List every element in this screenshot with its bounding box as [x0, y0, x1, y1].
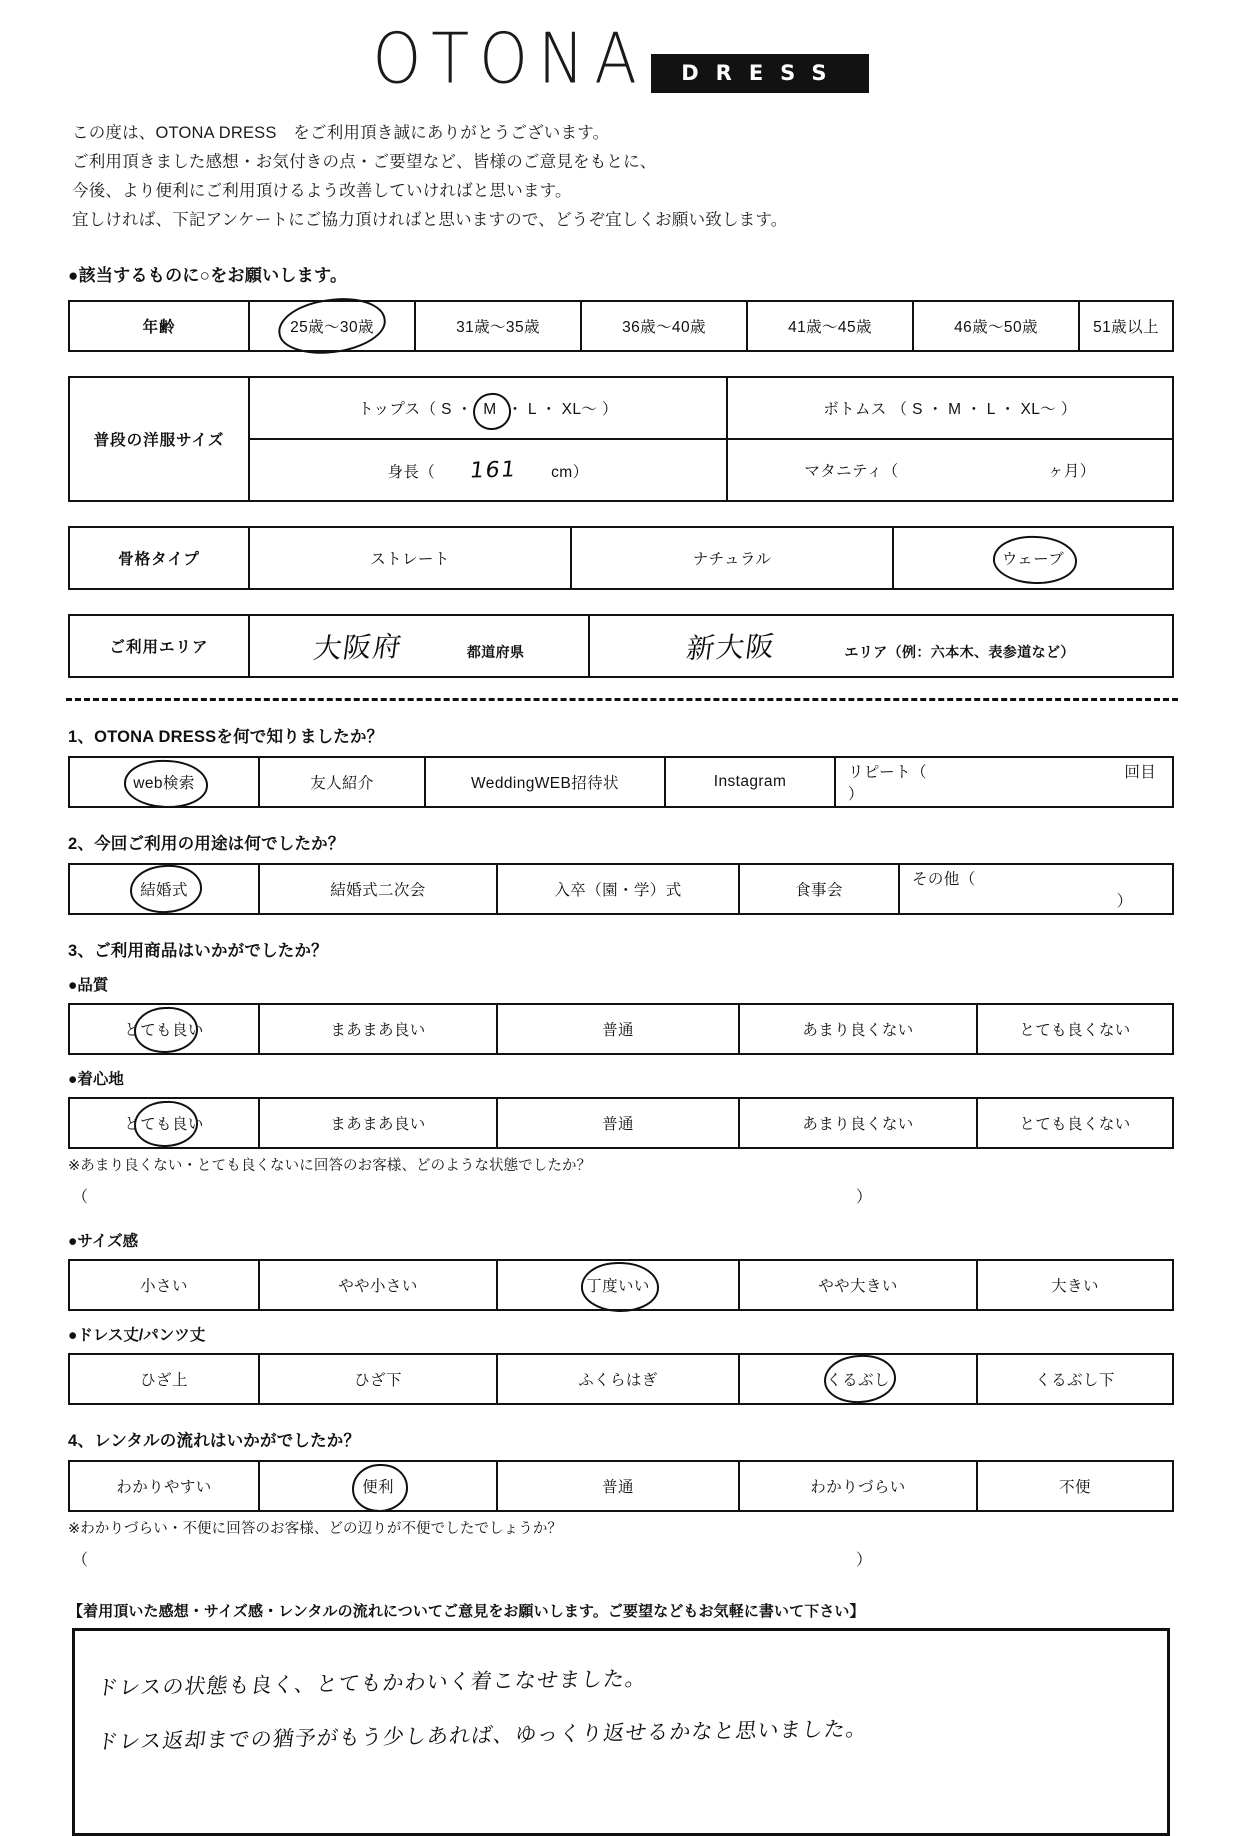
- intro-paragraph: [72, 119, 1132, 235]
- tops-size-cell[interactable]: [249, 377, 727, 439]
- size-option-2[interactable]: [497, 1260, 739, 1310]
- q3-size-table: [68, 1259, 1174, 1311]
- free-comment-box[interactable]: [72, 1628, 1170, 1836]
- height-value: 161: [468, 456, 519, 484]
- age-option-1[interactable]: 31歳〜35歳: [415, 301, 581, 351]
- q4-note: ※わかりづらい・不便に回答のお客様、どの辺りが不便でしたでしょうか？: [68, 1521, 563, 1537]
- table-row: [69, 1461, 1173, 1511]
- length-option-2[interactable]: ふくらはぎ: [497, 1354, 739, 1404]
- skeleton-label: 骨格タイプ: [69, 527, 249, 589]
- table-row: [69, 527, 1173, 589]
- q4-option-1[interactable]: [259, 1461, 497, 1511]
- comfort-option-1[interactable]: まあまあ良い: [259, 1098, 497, 1148]
- area-value: 新大阪: [684, 629, 778, 666]
- clothing-size-label: 普段の洋服サイズ: [69, 377, 249, 501]
- q4-option-0[interactable]: わかりやすい: [69, 1461, 259, 1511]
- bottoms-size-cell[interactable]: ボトムス （ S ・ M ・ L ・ XL〜 ）: [727, 377, 1173, 439]
- prefecture-value: 大阪府: [311, 629, 405, 666]
- q3-quality-label: ●品質: [68, 977, 109, 994]
- q3-comfort-answer-open: （: [72, 1189, 89, 1206]
- quality-option-1[interactable]: まあまあ良い: [259, 1004, 497, 1054]
- table-row: [69, 864, 1173, 914]
- q3-comfort-answer[interactable]: [72, 1184, 872, 1207]
- tops-prefix: トップス（ S ・: [358, 401, 473, 418]
- q3-comfort-answer-close: ）: [855, 1189, 872, 1206]
- q1-option-0[interactable]: [69, 757, 259, 807]
- age-option-5[interactable]: 51歳以上: [1079, 301, 1173, 351]
- intro-line-2: ご利用頂きました感想・お気付きの点・ご要望など、皆様のご意見をもとに、: [72, 153, 657, 171]
- length-option-3-text: くるぶし: [826, 1372, 890, 1389]
- q4-option-4[interactable]: 不便: [977, 1461, 1173, 1511]
- q3-comfort-table: [68, 1097, 1174, 1149]
- free-comment-heading: 【着用頂いた感想・サイズ感・レンタルの流れについてご意見をお願いします。ご要望などもお気軽に書いて下さい】: [68, 1603, 865, 1620]
- clothing-size-table: [68, 376, 1174, 502]
- q2-title: 2、今回ご利用の用途は何でしたか？: [68, 835, 345, 853]
- skeleton-option-2[interactable]: [893, 527, 1173, 589]
- q4-option-3[interactable]: わかりづらい: [739, 1461, 977, 1511]
- area-label: ご利用エリア: [69, 615, 249, 677]
- table-row: [69, 1260, 1173, 1310]
- q4-table: [68, 1460, 1174, 1512]
- q3-size-label: ●サイズ感: [68, 1233, 139, 1250]
- brand-logo: [0, 0, 1242, 100]
- q3-length-table: [68, 1353, 1174, 1405]
- q2-option-1[interactable]: 結婚式二次会: [259, 864, 497, 914]
- size-option-1[interactable]: やや小さい: [259, 1260, 497, 1310]
- age-option-4[interactable]: 46歳〜50歳: [913, 301, 1079, 351]
- length-option-3[interactable]: [739, 1354, 977, 1404]
- comfort-option-4[interactable]: とても良くない: [977, 1098, 1173, 1148]
- q2-option-0[interactable]: [69, 864, 259, 914]
- q2-option-0-text: 結婚式: [140, 882, 188, 899]
- maternity-cell[interactable]: [727, 439, 1173, 501]
- q3-length-label: ●ドレス丈/パンツ丈: [68, 1327, 206, 1344]
- q2-other-close: ）: [1116, 893, 1133, 910]
- skeleton-option-2-text: ウェーブ: [1001, 551, 1065, 568]
- q1-title: 1、OTONA DRESSを何で知りましたか？: [68, 728, 384, 746]
- q2-option-3[interactable]: 食事会: [739, 864, 899, 914]
- q1-table: [68, 756, 1174, 808]
- q2-other-cell[interactable]: [899, 864, 1173, 914]
- length-option-4[interactable]: くるぶし下: [977, 1354, 1173, 1404]
- area-table: [68, 614, 1174, 678]
- comfort-option-0-text: とても良い: [124, 1116, 204, 1133]
- tops-suffix: ・ L ・ XL〜 ）: [507, 401, 618, 418]
- q1-repeat-cell[interactable]: [835, 757, 1173, 807]
- q4-answer-open: （: [72, 1552, 89, 1569]
- circle-instruction: ●該当するものに○をお願いします。: [68, 266, 348, 285]
- age-table: [68, 300, 1174, 352]
- height-cell[interactable]: [249, 439, 727, 501]
- area-hint: エリア（例：六本木、表参道など）: [844, 644, 1075, 660]
- height-unit: cm）: [551, 463, 589, 481]
- table-row: [69, 1098, 1173, 1148]
- age-option-0[interactable]: [249, 301, 415, 351]
- intro-line-1: この度は、OTONA DRESS をご利用頂き誠にありがとうございます。: [72, 124, 610, 142]
- table-row: [69, 757, 1173, 807]
- prefecture-hint: 都道府県: [466, 644, 525, 660]
- quality-option-2[interactable]: 普通: [497, 1004, 739, 1054]
- q2-other-open: その他（: [912, 871, 976, 888]
- free-comment-line-2: ドレス返却までの猶予がもう少しあれば、ゆっくり返せるかなと思いました。: [95, 1716, 870, 1754]
- quality-option-4[interactable]: とても良くない: [977, 1004, 1173, 1054]
- section-divider: [66, 698, 1178, 701]
- size-option-0[interactable]: 小さい: [69, 1260, 259, 1310]
- skeleton-option-0[interactable]: ストレート: [249, 527, 571, 589]
- q1-option-1[interactable]: 友人紹介: [259, 757, 425, 807]
- area-detail-cell[interactable]: [589, 615, 1173, 677]
- comfort-option-0[interactable]: [69, 1098, 259, 1148]
- intro-line-3: 今後、より便利にご利用頂けるよう改善していければと思います。: [72, 182, 572, 200]
- age-label: 年齢: [69, 301, 249, 351]
- q4-option-2[interactable]: 普通: [497, 1461, 739, 1511]
- q1-option-3[interactable]: Instagram: [665, 757, 835, 807]
- skeleton-option-1[interactable]: ナチュラル: [571, 527, 893, 589]
- intro-line-4: 宜しければ、下記アンケートにご協力頂ければと思いますので、どうぞ宜しくお願い致します。: [72, 211, 788, 229]
- q4-option-1-text: 便利: [362, 1479, 394, 1496]
- size-option-3[interactable]: やや大きい: [739, 1260, 977, 1310]
- maternity-label: マタニティ（: [804, 463, 899, 480]
- q4-answer-close: ）: [855, 1552, 872, 1569]
- q4-answer[interactable]: [72, 1547, 872, 1570]
- table-row: [69, 1004, 1173, 1054]
- brand-name: OTONA: [372, 17, 647, 100]
- q2-table: [68, 863, 1174, 915]
- q1-repeat-close: 回目 ）: [848, 764, 1157, 803]
- tops-selected-size[interactable]: [477, 401, 502, 419]
- skeleton-type-table: [68, 526, 1174, 590]
- table-row: [69, 377, 1173, 439]
- comfort-option-3[interactable]: あまり良くない: [739, 1098, 977, 1148]
- q3-quality-table: [68, 1003, 1174, 1055]
- q3-title: 3、ご利用商品はいかがでしたか？: [68, 942, 328, 960]
- age-option-2[interactable]: 36歳〜40歳: [581, 301, 747, 351]
- length-option-0[interactable]: ひざ上: [69, 1354, 259, 1404]
- q1-option-0-text: web検索: [133, 775, 195, 792]
- size-option-4[interactable]: 大きい: [977, 1260, 1173, 1310]
- age-option-3[interactable]: 41歳〜45歳: [747, 301, 913, 351]
- q3-comfort-note: ※あまり良くない・とても良くないに回答のお客様、どのような状態でしたか？: [68, 1158, 592, 1174]
- comfort-option-2[interactable]: 普通: [497, 1098, 739, 1148]
- q4-title: 4、レンタルの流れはいかがでしたか？: [68, 1432, 361, 1450]
- prefecture-cell[interactable]: [249, 615, 589, 677]
- quality-option-0[interactable]: [69, 1004, 259, 1054]
- q2-option-2[interactable]: 入卒（園・学）式: [497, 864, 739, 914]
- brand-sub-name: DRESS: [681, 61, 844, 85]
- age-option-0-text: 25歳〜30歳: [290, 319, 374, 336]
- quality-option-0-text: とても良い: [124, 1022, 204, 1039]
- q3-comfort-label: ●着心地: [68, 1071, 124, 1088]
- table-row: [69, 615, 1173, 677]
- tops-selected-letter: M: [483, 401, 497, 418]
- maternity-unit: ヶ月）: [1047, 463, 1096, 480]
- brand-sub-bar: [651, 54, 869, 93]
- q1-repeat-open: リピート（: [848, 764, 927, 781]
- q1-option-2[interactable]: WeddingWEB招待状: [425, 757, 665, 807]
- free-comment-line-1: ドレスの状態も良く、とてもかわいく着こなせました。: [95, 1666, 649, 1700]
- table-row: [69, 1354, 1173, 1404]
- table-row: [69, 301, 1173, 351]
- length-option-1[interactable]: ひざ下: [259, 1354, 497, 1404]
- height-label: 身長（: [387, 463, 436, 481]
- quality-option-3[interactable]: あまり良くない: [739, 1004, 977, 1054]
- size-option-2-text: 丁度いい: [586, 1278, 650, 1295]
